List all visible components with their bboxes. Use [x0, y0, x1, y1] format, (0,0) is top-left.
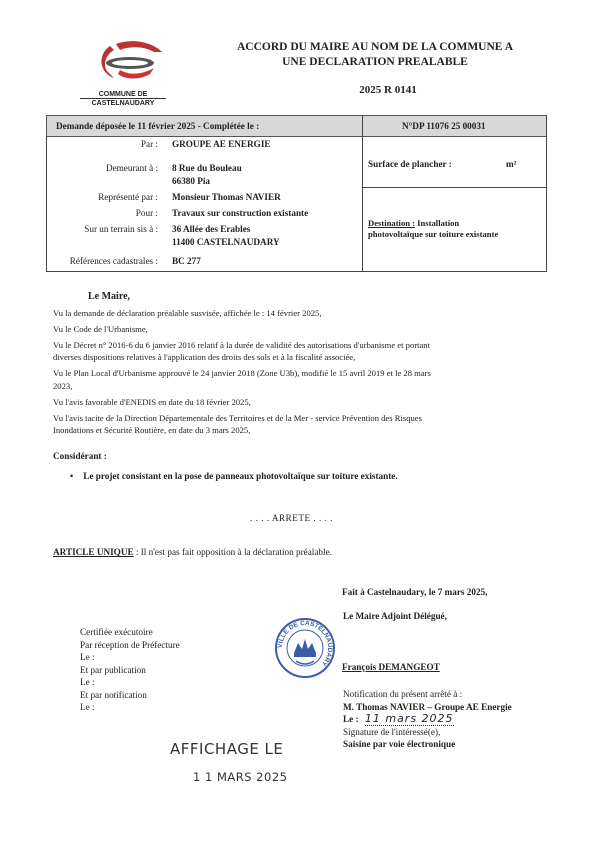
cert-line: Et par publication: [80, 664, 146, 675]
bullet-icon: •: [70, 471, 74, 481]
cert-line: Certifiée exécutoire: [80, 627, 153, 637]
arrete-heading: . . . . ARRETE . . . .: [250, 513, 333, 523]
notif-le-row: [343, 713, 512, 726]
affichage-label: AFFICHAGE LE: [170, 740, 284, 758]
commune-logo: [80, 36, 166, 106]
vu-line: Vu le Code de l'Urbanisme,: [53, 323, 148, 334]
certification-block: [80, 626, 180, 714]
row-value-cadastre: BC 277: [172, 256, 201, 266]
reference-number: 2025 R 0141: [359, 84, 417, 96]
cert-line: Le :: [80, 652, 95, 662]
signatory-role: Le Maire Adjoint Délégué,: [343, 611, 447, 621]
row-value-terrain-city: 11400 CASTELNAUDARY: [172, 237, 280, 247]
notif-le-label: Le :: [343, 714, 359, 724]
vu-list: [53, 307, 553, 437]
surface-label: Surface de plancher :: [368, 159, 452, 169]
vu-line: Vu le Décret n° 2016-6 du 6 janvier 2016 relatif à la durée de validité des autorisations d'urbanisme et portant: [53, 339, 430, 350]
town-seal-icon: [274, 617, 336, 679]
vu-line: Vu le Plan Local d'Urbanisme approuvé le 24 janvier 2018 (Zone U3b), modifié le 15 avril 2019 et le 28 mars: [53, 368, 431, 379]
row-label-pour: Pour :: [135, 208, 158, 218]
logo-line2: CASTELNAUDARY: [80, 98, 166, 107]
considerant-bullet: [70, 471, 398, 481]
title-line2: UNE DECLARATION PREALABLE: [282, 56, 468, 68]
surface-unit: m²: [506, 159, 517, 169]
stamp-text: VILLE DE CASTELNAUDARY: [276, 619, 334, 668]
cert-line: Et par notification: [80, 689, 147, 700]
row-value-demeurant-city: 66380 Pia: [172, 176, 211, 186]
article-text: : Il n'est pas fait opposition à la déclaration préalable.: [133, 547, 332, 557]
notif-line1: Notification du présent arrêté à :: [343, 689, 463, 699]
table-head-right: N°DP 11076 25 00031: [402, 121, 486, 131]
destination-value-2: photovoltaïque sur toiture existante: [368, 229, 499, 239]
signature-scribble-icon: [340, 625, 480, 665]
destination-value-1: Installation: [415, 218, 460, 228]
row-label-demeurant: Demeurant à :: [105, 163, 158, 173]
row-label-par: Par :: [140, 139, 158, 149]
fait-a: Fait à Castelnaudary, le 7 mars 2025,: [342, 587, 488, 597]
request-table: [46, 115, 547, 272]
le-maire: Le Maire,: [88, 291, 131, 302]
vu-line: Vu l'avis tacite de la Direction Départementale des Territoires et de la Mer - service Prévention des Risques: [53, 412, 422, 423]
article-label: ARTICLE UNIQUE: [53, 547, 134, 557]
cert-line: Le :: [80, 677, 95, 687]
row-label-terrain: Sur un terrain sis à :: [84, 224, 158, 234]
title-line1: ACCORD DU MAIRE AU NOM DE LA COMMUNE A: [237, 41, 513, 53]
vu-line: 2023,: [53, 380, 73, 391]
notif-line4: Signature de l'intéressé(e),: [343, 726, 441, 737]
notification-block: [343, 688, 512, 751]
table-head-left: Demande déposée le 11 février 2025 - Complétée le :: [56, 121, 260, 131]
destination-label: Destination :: [368, 218, 416, 228]
considerant-heading: Considérant :: [53, 451, 107, 461]
vu-line: Vu l'avis favorable d'ENEDIS en date du 18 février 2025,: [53, 396, 251, 407]
notif-line5: Saisine par voie électronique: [343, 739, 456, 749]
castelnaudary-emblem-icon: [80, 36, 166, 84]
logo-line1: COMMUNE DE: [98, 91, 148, 98]
destination-block: [368, 218, 544, 240]
row-value-represente: Monsieur Thomas NAVIER: [172, 192, 281, 202]
row-value-par: GROUPE AE ENERGIE: [172, 139, 271, 149]
cert-line: Le :: [80, 702, 95, 712]
article-unique: [53, 547, 332, 557]
vu-line: diverses dispositions relatives à l'application des droits des sols et à la fiscalité associée,: [53, 352, 356, 363]
row-value-terrain: 36 Allée des Erables: [172, 224, 251, 234]
affichage-date: 1 1 MARS 2025: [193, 770, 288, 784]
vu-line: Vu la demande de déclaration préalable susvisée, affichée le : 14 février 2025,: [53, 308, 322, 318]
bullet-text: Le projet consistant en la pose de panneaux photovoltaïque sur toiture existante.: [83, 471, 398, 481]
document-title: [200, 40, 550, 70]
vu-line: Inondations et Sécurité Routière, en date du 3 mars 2025,: [53, 425, 251, 436]
row-label-cadastre: Références cadastrales :: [69, 256, 158, 266]
signatory-name: François DEMANGEOT: [342, 662, 440, 672]
notif-line2: M. Thomas NAVIER – Groupe AE Energie: [343, 701, 512, 712]
row-value-demeurant: 8 Rue du Bouleau: [172, 163, 242, 173]
row-value-pour: Travaux sur construction existante: [172, 208, 309, 218]
notif-le-handwritten: 11 mars 2025: [364, 712, 454, 725]
row-label-represente: Représenté par :: [98, 192, 158, 202]
official-stamp: [274, 617, 336, 679]
cert-line: Par réception de Préfecture: [80, 639, 180, 650]
